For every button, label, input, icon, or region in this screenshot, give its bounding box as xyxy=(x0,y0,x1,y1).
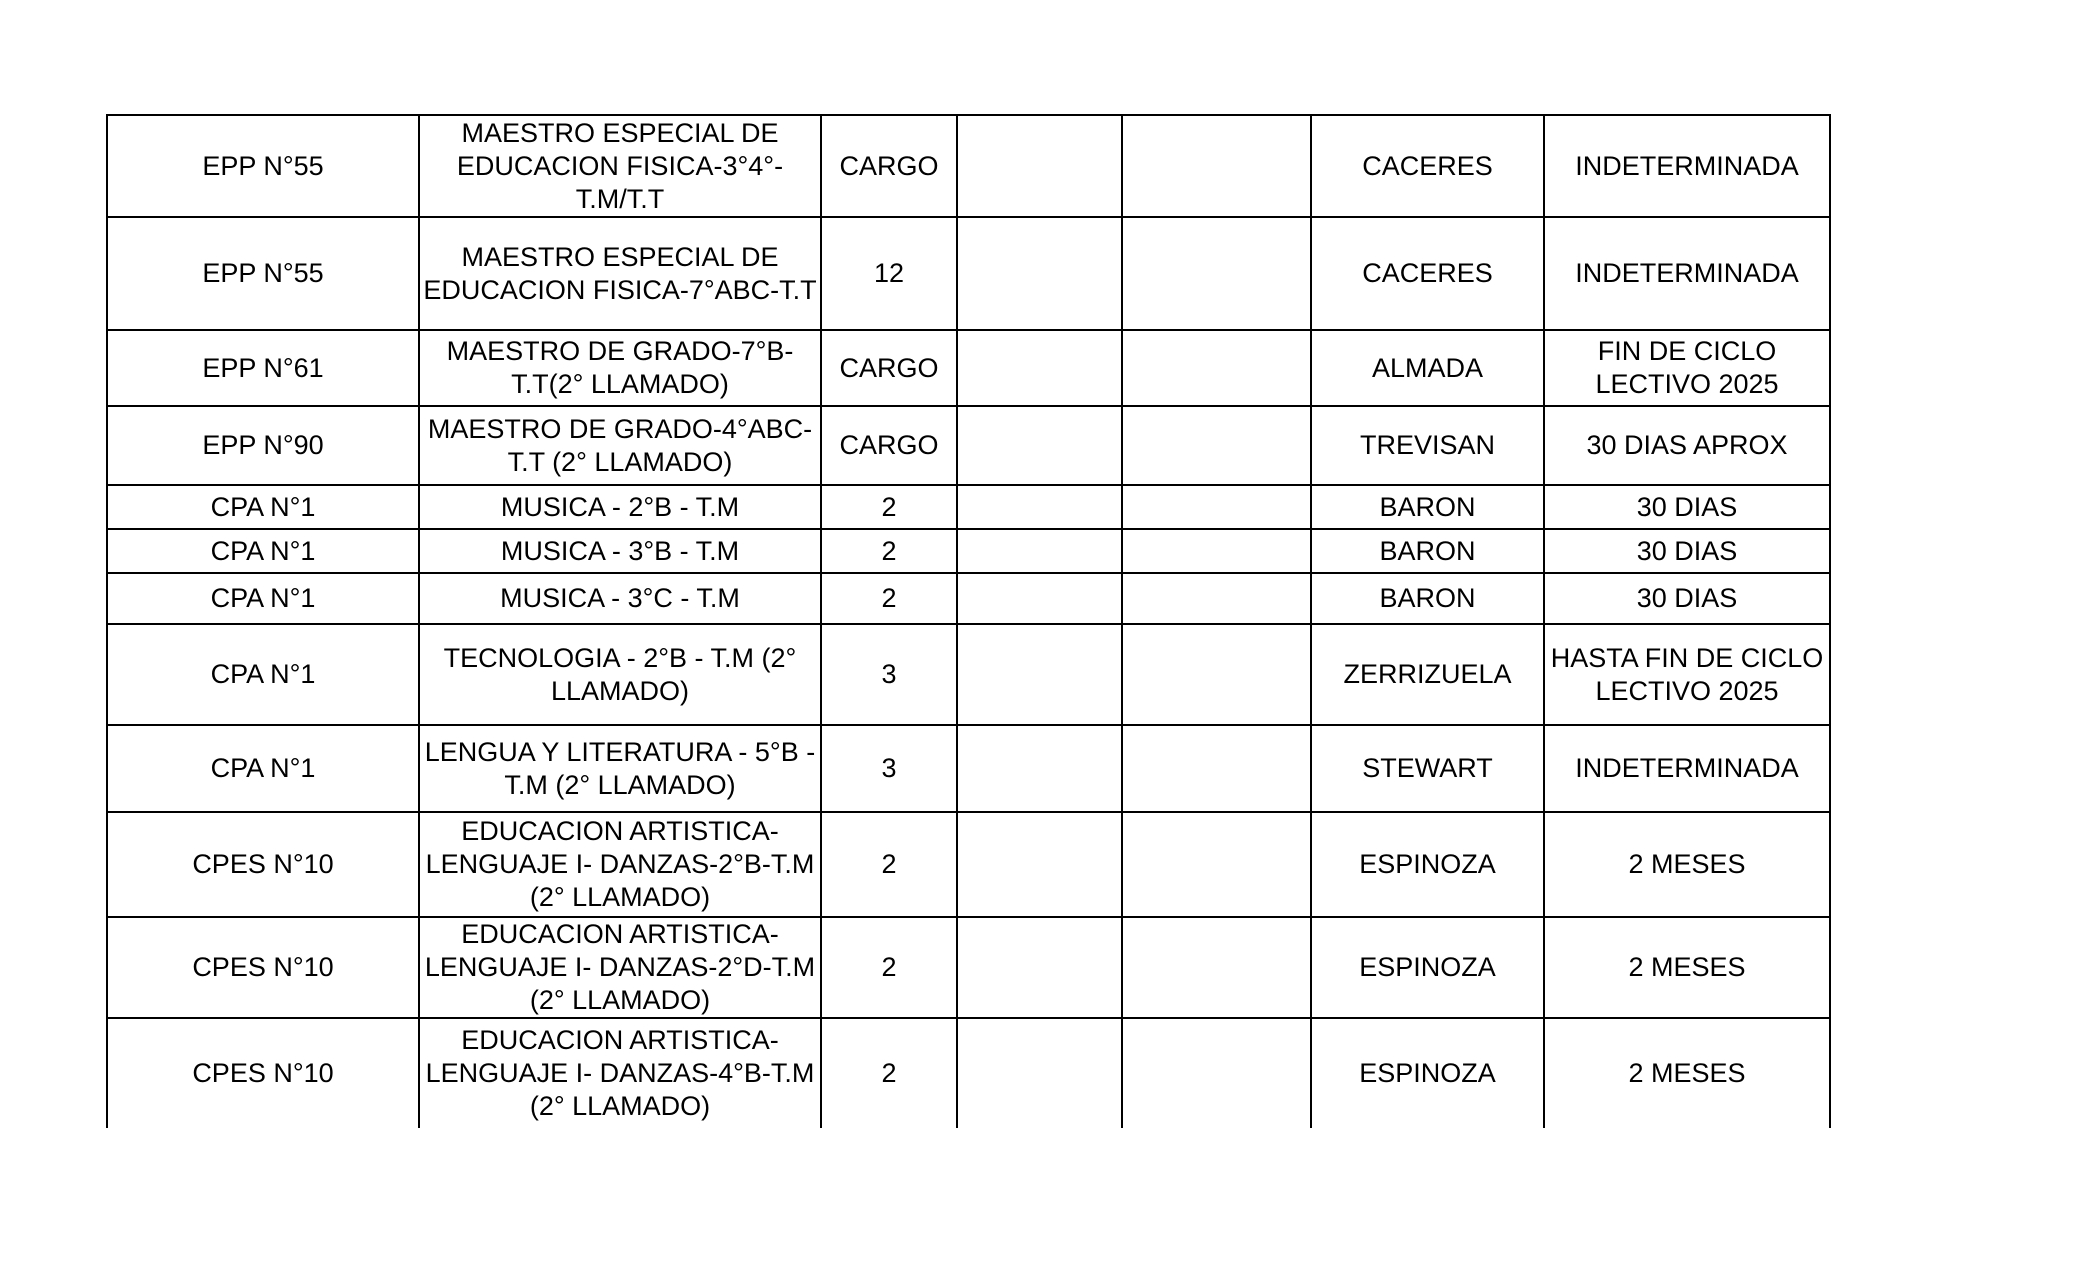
school-cell: CPES N°10 xyxy=(107,1018,419,1128)
duration-cell: INDETERMINADA xyxy=(1544,115,1830,217)
hours-cell: 2 xyxy=(821,529,957,573)
name-cell: BARON xyxy=(1311,485,1544,529)
subject-cell: MAESTRO DE GRADO-4°ABC-T.T (2° LLAMADO) xyxy=(419,406,821,485)
table-row xyxy=(107,573,1830,624)
duration-cell: FIN DE CICLO LECTIVO 2025 xyxy=(1544,330,1830,406)
empty-cell xyxy=(1122,217,1311,330)
table-row xyxy=(107,485,1830,529)
hours-cell: 2 xyxy=(821,812,957,917)
empty-cell xyxy=(1122,573,1311,624)
table-row xyxy=(107,1018,1830,1128)
duration-cell: HASTA FIN DE CICLO LECTIVO 2025 xyxy=(1544,624,1830,725)
table-row xyxy=(107,725,1830,812)
name-cell: ESPINOZA xyxy=(1311,1018,1544,1128)
empty-cell xyxy=(957,573,1122,624)
subject-cell: EDUCACION ARTISTICA-LENGUAJE I- DANZAS-2°B-T.M (2° LLAMADO) xyxy=(419,812,821,917)
name-cell: STEWART xyxy=(1311,725,1544,812)
subject-cell: MAESTRO DE GRADO-7°B-T.T(2° LLAMADO) xyxy=(419,330,821,406)
empty-cell xyxy=(1122,725,1311,812)
school-cell: EPP N°90 xyxy=(107,406,419,485)
empty-cell xyxy=(957,485,1122,529)
empty-cell xyxy=(957,406,1122,485)
name-cell: TREVISAN xyxy=(1311,406,1544,485)
hours-cell: CARGO xyxy=(821,406,957,485)
table-row xyxy=(107,812,1830,917)
table-row xyxy=(107,406,1830,485)
name-cell: BARON xyxy=(1311,573,1544,624)
school-cell: CPA N°1 xyxy=(107,529,419,573)
empty-cell xyxy=(1122,1018,1311,1128)
hours-cell: 12 xyxy=(821,217,957,330)
empty-cell xyxy=(1122,917,1311,1018)
hours-cell: 2 xyxy=(821,917,957,1018)
name-cell: ESPINOZA xyxy=(1311,917,1544,1018)
duration-cell: 30 DIAS xyxy=(1544,529,1830,573)
subject-cell: LENGUA Y LITERATURA - 5°B - T.M (2° LLAMADO) xyxy=(419,725,821,812)
empty-cell xyxy=(957,1018,1122,1128)
empty-cell xyxy=(1122,485,1311,529)
subject-cell: MUSICA - 2°B - T.M xyxy=(419,485,821,529)
school-cell: EPP N°55 xyxy=(107,115,419,217)
subject-cell: EDUCACION ARTISTICA-LENGUAJE I- DANZAS-4°B-T.M (2° LLAMADO) xyxy=(419,1018,821,1128)
school-cell: CPES N°10 xyxy=(107,812,419,917)
empty-cell xyxy=(957,115,1122,217)
vacancy-table xyxy=(106,114,1831,1128)
empty-cell xyxy=(957,725,1122,812)
school-cell: CPA N°1 xyxy=(107,573,419,624)
empty-cell xyxy=(957,529,1122,573)
duration-cell: 30 DIAS xyxy=(1544,485,1830,529)
table-row xyxy=(107,529,1830,573)
empty-cell xyxy=(957,217,1122,330)
school-cell: CPA N°1 xyxy=(107,485,419,529)
table-row xyxy=(107,917,1830,1018)
name-cell: ESPINOZA xyxy=(1311,812,1544,917)
table-row xyxy=(107,330,1830,406)
subject-cell: MAESTRO ESPECIAL DE EDUCACION FISICA-7°ABC-T.T xyxy=(419,217,821,330)
empty-cell xyxy=(957,812,1122,917)
table-row xyxy=(107,217,1830,330)
hours-cell: 3 xyxy=(821,725,957,812)
empty-cell xyxy=(1122,529,1311,573)
empty-cell xyxy=(1122,115,1311,217)
table-body xyxy=(107,115,1830,1128)
duration-cell: INDETERMINADA xyxy=(1544,217,1830,330)
subject-cell: MUSICA - 3°B - T.M xyxy=(419,529,821,573)
hours-cell: CARGO xyxy=(821,115,957,217)
duration-cell: INDETERMINADA xyxy=(1544,725,1830,812)
duration-cell: 30 DIAS APROX xyxy=(1544,406,1830,485)
name-cell: ALMADA xyxy=(1311,330,1544,406)
name-cell: BARON xyxy=(1311,529,1544,573)
hours-cell: 2 xyxy=(821,1018,957,1128)
hours-cell: 2 xyxy=(821,485,957,529)
hours-cell: 2 xyxy=(821,573,957,624)
school-cell: CPA N°1 xyxy=(107,624,419,725)
school-cell: CPES N°10 xyxy=(107,917,419,1018)
subject-cell: TECNOLOGIA - 2°B - T.M (2° LLAMADO) xyxy=(419,624,821,725)
empty-cell xyxy=(957,330,1122,406)
hours-cell: CARGO xyxy=(821,330,957,406)
duration-cell: 30 DIAS xyxy=(1544,573,1830,624)
empty-cell xyxy=(1122,330,1311,406)
table-row xyxy=(107,115,1830,217)
subject-cell: MAESTRO ESPECIAL DE EDUCACION FISICA-3°4°-T.M/T.T xyxy=(419,115,821,217)
name-cell: CACERES xyxy=(1311,115,1544,217)
duration-cell: 2 MESES xyxy=(1544,812,1830,917)
empty-cell xyxy=(1122,812,1311,917)
empty-cell xyxy=(957,917,1122,1018)
hours-cell: 3 xyxy=(821,624,957,725)
empty-cell xyxy=(1122,624,1311,725)
subject-cell: MUSICA - 3°C - T.M xyxy=(419,573,821,624)
school-cell: EPP N°61 xyxy=(107,330,419,406)
table-row xyxy=(107,624,1830,725)
empty-cell xyxy=(957,624,1122,725)
subject-cell: EDUCACION ARTISTICA-LENGUAJE I- DANZAS-2°D-T.M (2° LLAMADO) xyxy=(419,917,821,1018)
duration-cell: 2 MESES xyxy=(1544,917,1830,1018)
name-cell: ZERRIZUELA xyxy=(1311,624,1544,725)
school-cell: CPA N°1 xyxy=(107,725,419,812)
empty-cell xyxy=(1122,406,1311,485)
name-cell: CACERES xyxy=(1311,217,1544,330)
school-cell: EPP N°55 xyxy=(107,217,419,330)
duration-cell: 2 MESES xyxy=(1544,1018,1830,1128)
